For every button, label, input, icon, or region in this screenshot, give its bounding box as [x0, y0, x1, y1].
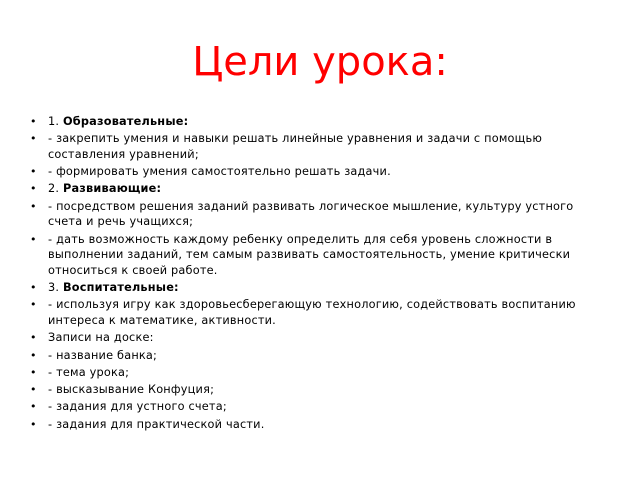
item-number: 2.: [48, 182, 63, 196]
item-text: Записи на доске:: [48, 331, 154, 345]
bullet-icon: •: [30, 232, 37, 246]
bullet-icon: •: [30, 165, 37, 179]
bullet-icon: •: [30, 115, 37, 128]
item-text: - дать возможность каждому ребенку определить для себя уровень сложности в выполнении заданий, тем самым развивать самостоятельность, умение критически относиться к своей работе.: [48, 232, 571, 277]
item-text: - высказывание Конфуция;: [48, 383, 215, 397]
bullet-icon: •: [30, 365, 37, 379]
list-item: [30, 330, 610, 346]
item-number: 1.: [48, 115, 63, 128]
bullet-icon: •: [30, 417, 37, 431]
item-text: - используя игру как здоровьесберегающую технологию, содействовать воспитанию интереса к математике, активности.: [48, 298, 576, 327]
list-item: [30, 417, 610, 433]
item-text: - тема урока;: [48, 365, 130, 379]
item-heading: Образовательные:: [62, 115, 189, 128]
item-heading: Развивающие:: [62, 182, 162, 196]
bullet-icon: •: [30, 132, 37, 146]
item-heading: Воспитательные:: [62, 281, 179, 295]
item-number: 3.: [48, 281, 63, 295]
item-text: - закрепить умения и навыки решать линейные уравнения и задачи с помощью составления уравнений;: [48, 132, 543, 161]
list-item: [30, 280, 610, 296]
bullet-icon: •: [30, 182, 37, 196]
bullet-icon: •: [30, 383, 37, 397]
item-text: - задания для практической части.: [48, 417, 265, 431]
list-item: [30, 199, 610, 230]
list-item: [30, 181, 610, 197]
list-item: [30, 399, 610, 415]
bullet-icon: •: [30, 298, 37, 312]
bullet-icon: •: [30, 199, 37, 213]
bullet-icon: •: [30, 348, 37, 362]
slide-title: Цели урока:: [192, 39, 448, 85]
list-item: [30, 297, 610, 328]
list-item: [30, 114, 610, 130]
list-item: [30, 382, 610, 398]
bullet-icon: •: [30, 331, 37, 345]
item-text: - посредством решения заданий развивать логическое мышление, культуру устного счета и речь учащихся;: [48, 199, 574, 229]
list-item: [30, 131, 610, 162]
item-text: - задания для устного счета;: [48, 400, 227, 414]
list-item: [30, 232, 610, 279]
list-item: [30, 365, 610, 381]
bullet-list: [30, 114, 610, 434]
item-text: - название банка;: [48, 348, 158, 362]
bullet-icon: •: [30, 400, 37, 414]
item-text: - формировать умения самостоятельно решать задачи.: [48, 165, 391, 179]
bullet-icon: •: [30, 281, 37, 295]
list-item: [30, 164, 610, 180]
list-item: [30, 348, 610, 364]
